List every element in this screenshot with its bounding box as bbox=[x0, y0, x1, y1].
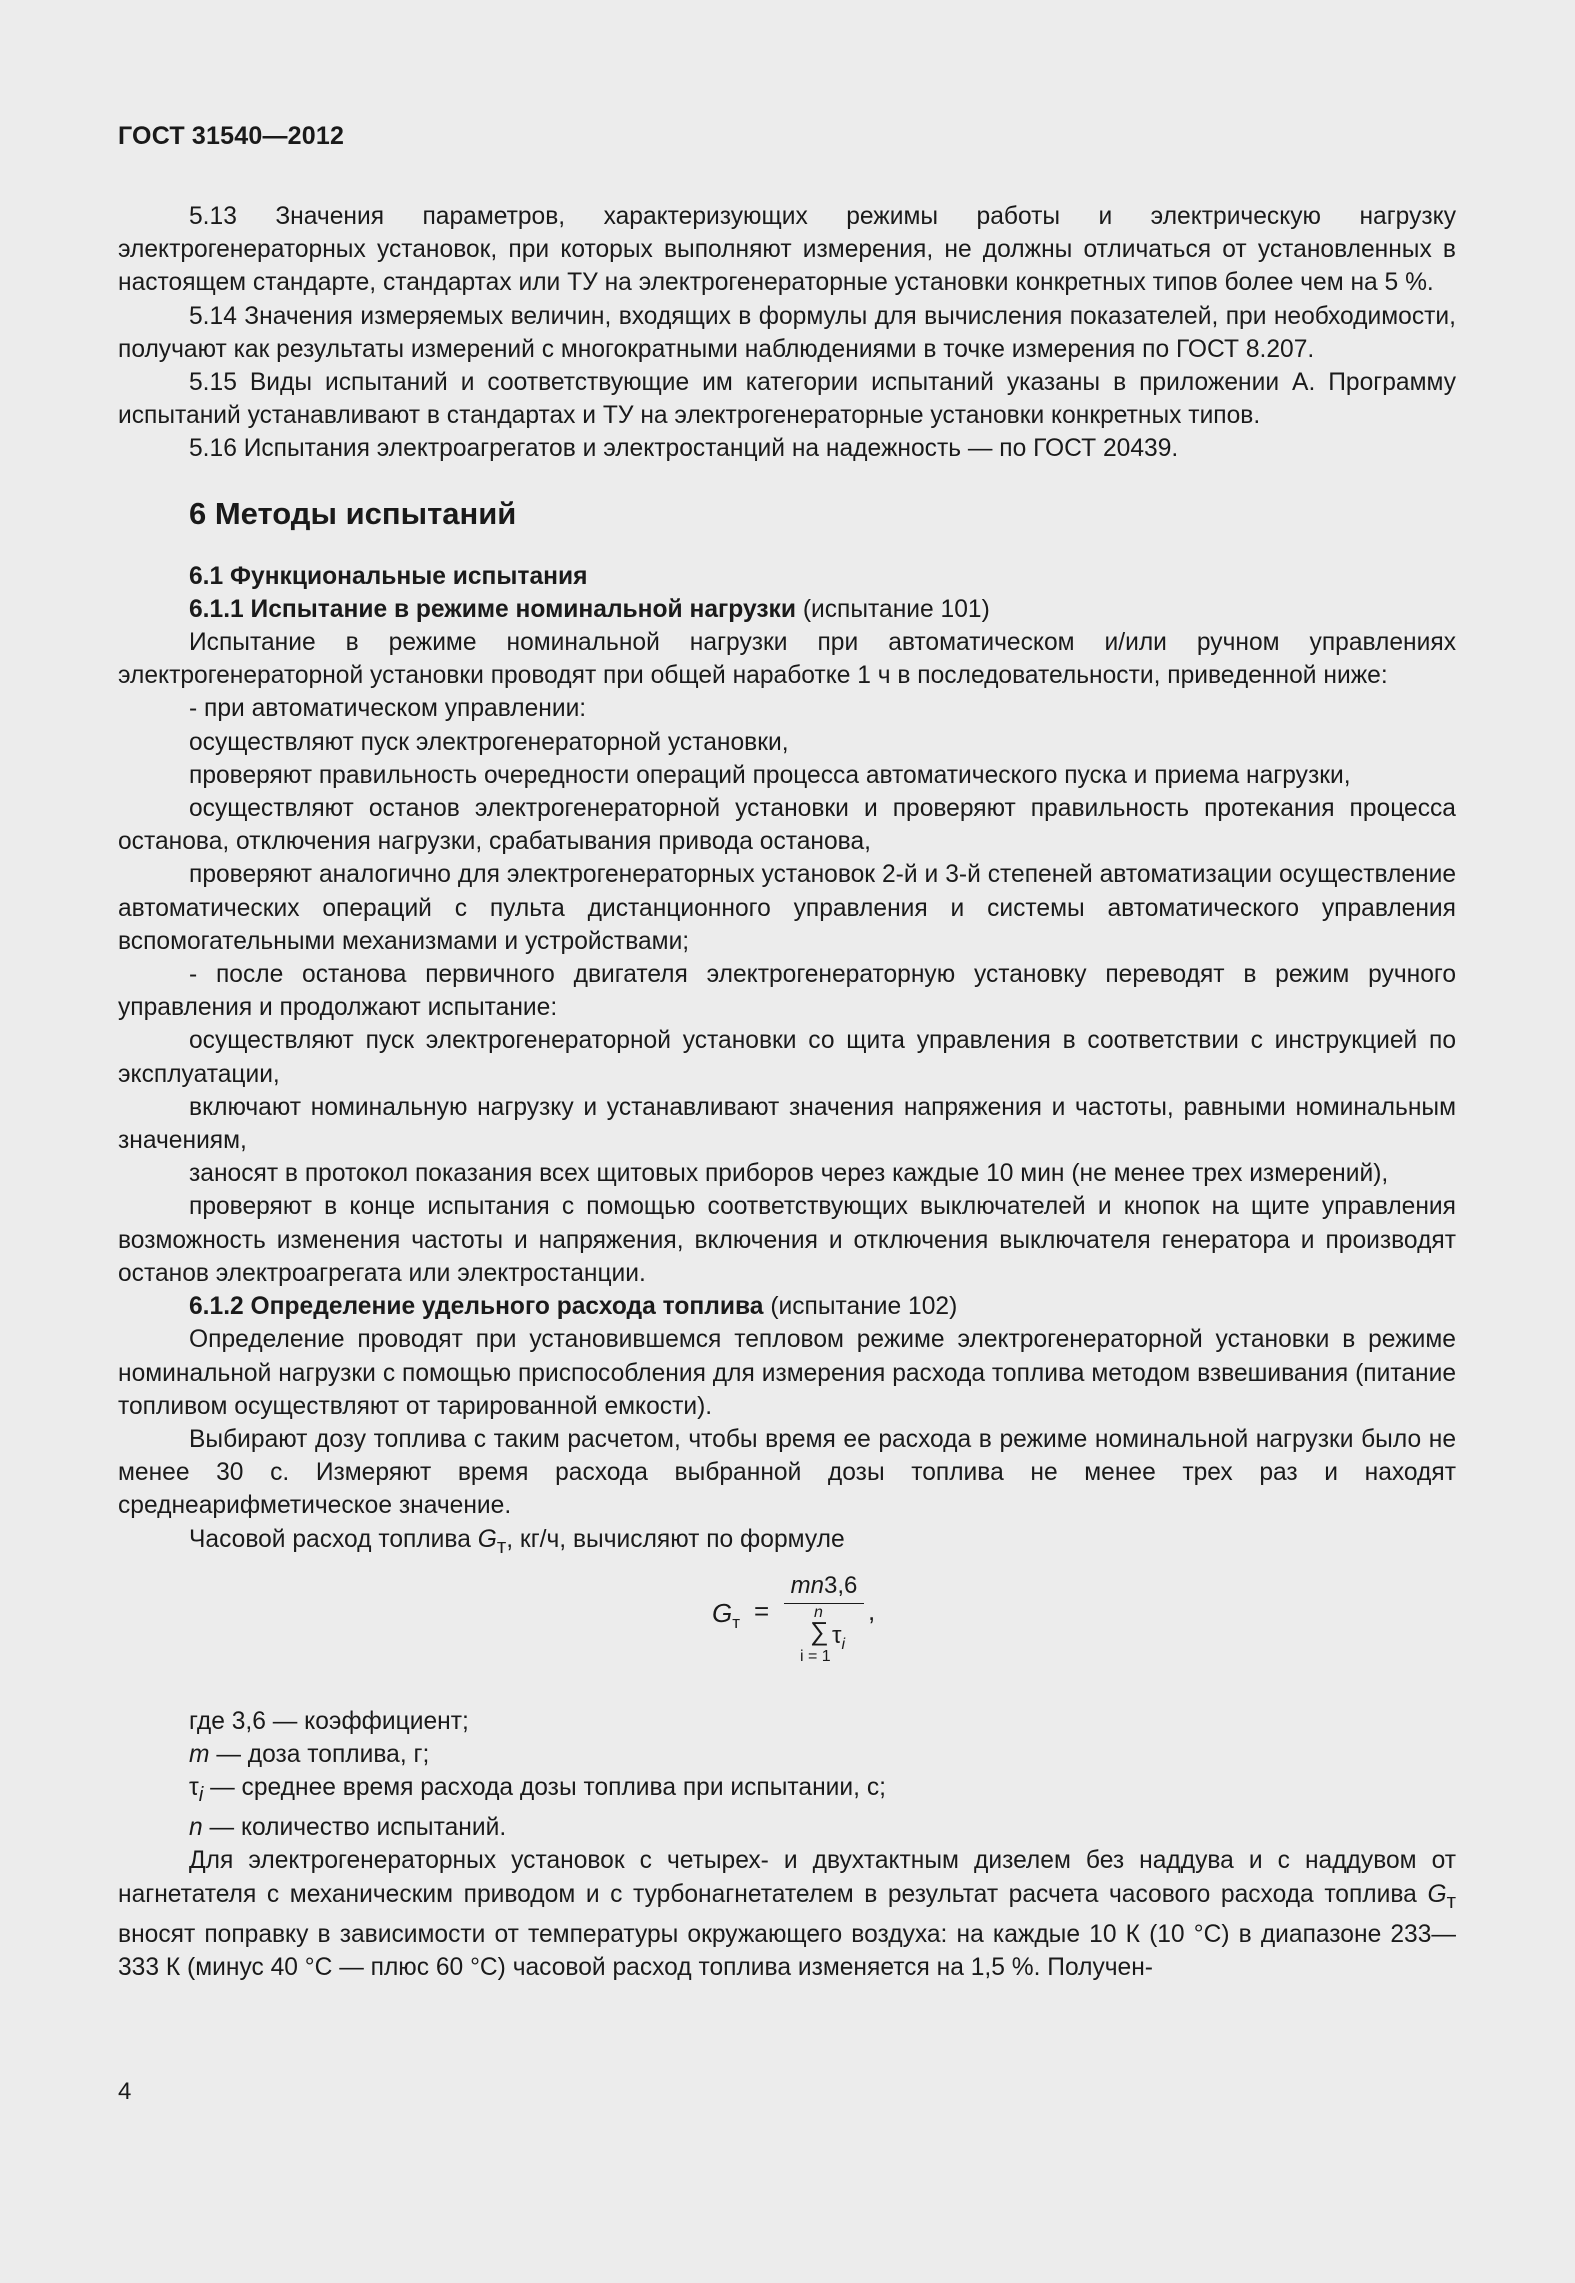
list-item: проверяют аналогично для электрогенераторных установок 2-й и 3-й степеней автоматизации осуществление автоматических операций с пульта дистанционного управления и системы автоматического управления вспомогательными механизмами и устройствами; bbox=[118, 861, 1456, 955]
section-6-title: 6 Методы испытаний bbox=[189, 495, 517, 531]
definition-n: n — количество испытаний. bbox=[189, 1814, 507, 1842]
subsection-6-1-title: 6.1 Функциональные испытания bbox=[189, 562, 588, 590]
paragraph-5-14: 5.14 Значения измеряемых величин, входящих в формулы для вычисления показателей, при необходимости, получают как результаты измерений с многократными наблюдениями в точке измерения по ГОСТ 8.207. bbox=[118, 302, 1456, 363]
fuel-consumption-formula bbox=[118, 1571, 1456, 1691]
formula-fraction bbox=[784, 1571, 864, 1684]
formula-lhs: $G_т$ bbox=[712, 1597, 741, 1632]
paragraph-5-16: 5.16 Испытания электроагрегатов и электростанций на надежность — по ГОСТ 20439. bbox=[189, 435, 1179, 463]
document-body bbox=[118, 200, 1456, 1984]
paragraph-6-1-1-intro: Испытание в режиме номинальной нагрузки при автоматическом и/или ручном управлениях электрогенераторной установки проводят при общей наработке 1 ч в последовательности, приведенной ниже: bbox=[118, 629, 1456, 690]
subsection-6-1-2-title: 6.1.2 Определение удельного расхода топлива bbox=[189, 1293, 764, 1321]
formula-definitions bbox=[118, 1705, 1456, 1845]
paragraph-6-1-2-intro: Определение проводят при установившемся тепловом режиме электрогенераторной установки в режиме номинальной нагрузки с помощью приспособления для измерения расхода топлива методом взвешивания (питание топливом осуществляют от тарированной емкости). bbox=[118, 1326, 1456, 1420]
paragraph-5-13: 5.13 Значения параметров, характеризующих режимы работы и электрическую нагрузку электрогенераторных установок, при которых выполняют измерения, не должны отличаться от установленных в настоящем стандарте, стандартах или ТУ на электрогенераторные установки конкретных типов более чем на 5 %. bbox=[118, 203, 1456, 297]
sum-term: $\tau_i$ bbox=[832, 1621, 846, 1653]
formula-intro: Часовой расход топлива $G_т$, кг/ч, вычисляют по формуле bbox=[189, 1525, 845, 1558]
sum-upper-limit: n bbox=[814, 1603, 823, 1621]
sum-sign: ∑ bbox=[810, 1615, 829, 1646]
list-item: проверяют в конце испытания с помощью соответствующих выключателей и кнопок на щите управления возможность изменения частоты и напряжения, включения и отключения выключателя генератора и производят останов электроагрегата или электростанции. bbox=[118, 1193, 1456, 1287]
definition-tau: $\tau_i$ — среднее время расхода дозы топлива при испытании, с; bbox=[189, 1774, 886, 1806]
page-number: 4 bbox=[118, 2078, 132, 2105]
list-item: осуществляют пуск электрогенераторной установки, bbox=[189, 728, 789, 756]
subsection-6-1-1-note: (испытание 101) bbox=[796, 595, 990, 623]
list-item-auto-control: - при автоматическом управлении: bbox=[189, 695, 587, 723]
paragraph-correction: Для электрогенераторных установок с четырех- и двухтактным дизелем без наддува и с наддувом от нагнетателя с механическим приводом и с турбонагнетателем в результат расчета часового расхода топлива $G_т$ вносят поправку в зависимости от температуры окружающего воздуха: на каждые 10 К (10 °С) в диапазоне 233—333 К (минус 40 °С — плюс 60 °С) часовой расход топлива изменяется на 1,5 %. Получен- bbox=[118, 1847, 1456, 1981]
subsection-6-1-1-heading bbox=[118, 593, 1456, 626]
formula-numerator: mn3,6 bbox=[784, 1571, 864, 1604]
formula-equals: = bbox=[754, 1595, 770, 1626]
list-item-manual-control: - после останова первичного двигателя электрогенераторную установку переводят в режим ручного управления и продолжают испытание: bbox=[118, 961, 1456, 1022]
list-item: проверяют правильность очередности операций процесса автоматического пуска и приема нагрузки, bbox=[189, 761, 1351, 789]
document-header: ГОСТ 31540—2012 bbox=[118, 122, 345, 150]
paragraph-5-15: 5.15 Виды испытаний и соответствующие им категории испытаний указаны в приложении А. Программу испытаний устанавливают в стандартах и ТУ на электрогенераторные установки конкретных типов. bbox=[118, 369, 1456, 430]
subsection-6-1-1-title: 6.1.1 Испытание в режиме номинальной нагрузки bbox=[189, 595, 796, 623]
list-item: включают номинальную нагрузку и устанавливают значения напряжения и частоты, равными номинальным значениям, bbox=[118, 1093, 1456, 1155]
list-item: осуществляют пуск электрогенераторной установки со щита управления в соответствии с инструкцией по эксплуатации, bbox=[118, 1027, 1456, 1088]
paragraph-6-1-2-dose: Выбирают дозу топлива с таким расчетом, чтобы время ее расхода в режиме номинальной нагрузки было не менее 30 с. Измеряют время расхода выбранной дозы топлива не менее трех раз и находят среднеарифметическое значение. bbox=[118, 1425, 1456, 1520]
definition-m: m — доза топлива, г; bbox=[189, 1740, 430, 1768]
list-item: осуществляют останов электрогенераторной установки и проверяют правильность протекания процесса останова, отключения нагрузки, срабатывания привода останова, bbox=[118, 795, 1456, 856]
formula-denominator bbox=[784, 1604, 864, 1684]
sum-lower-limit: i = 1 bbox=[800, 1647, 831, 1665]
subsection-6-1-2-heading bbox=[118, 1290, 1456, 1323]
definition-coefficient: где 3,6 — коэффициент; bbox=[189, 1707, 469, 1735]
formula-comma: , bbox=[868, 1595, 876, 1626]
list-item: заносят в протокол показания всех щитовых приборов через каждые 10 мин (не менее трех измерений), bbox=[189, 1160, 1389, 1188]
subsection-6-1-2-note: (испытание 102) bbox=[763, 1293, 958, 1321]
